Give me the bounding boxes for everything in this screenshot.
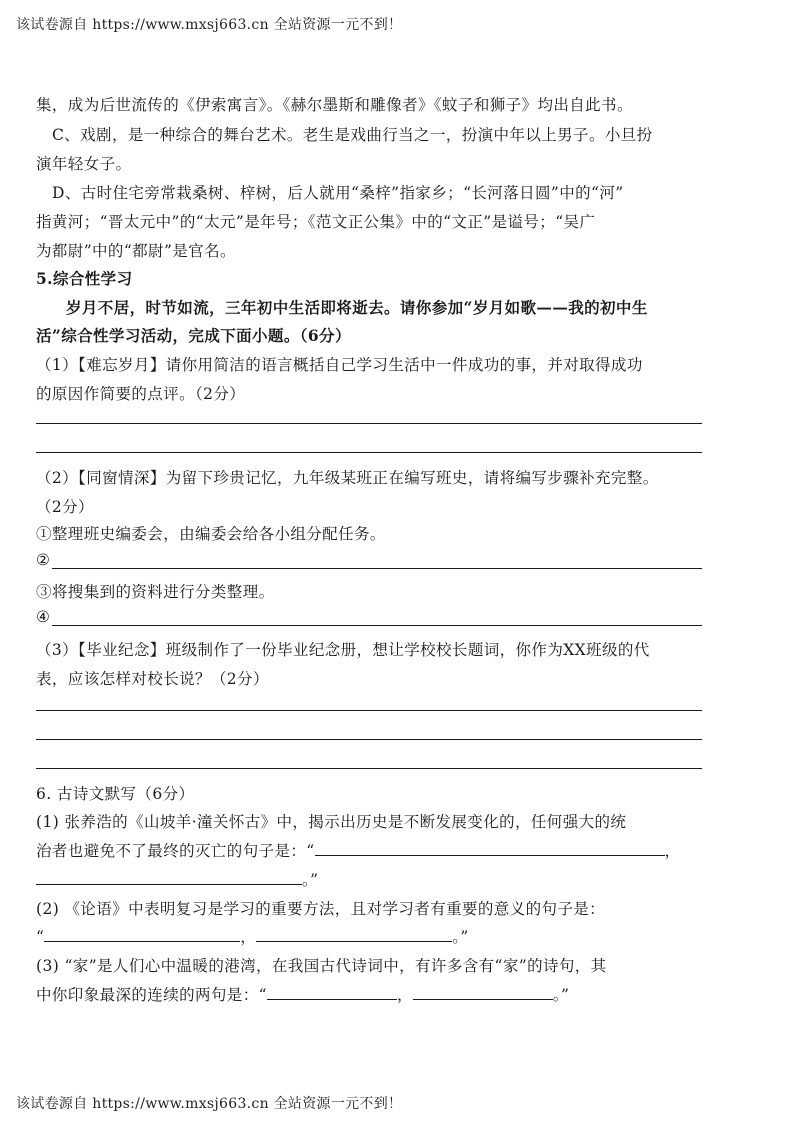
q5-step-4-number: ④: [36, 608, 51, 626]
q6-sub3-prefix: 中你印象最深的连续的两句是：“: [36, 986, 267, 1004]
q5-step-1: ①整理班史编委会，由编委会给各小组分配任务。: [36, 525, 386, 543]
q5-intro-line-2: 活”综合性学习活动，完成下面小题。（6分）: [36, 326, 351, 345]
q5-step-2-number: ②: [36, 551, 51, 569]
blank-q6-sub3-b[interactable]: [413, 985, 553, 1000]
q5-step-3: ③将搜集到的资料进行分类整理。: [36, 583, 275, 601]
q6-sub1-end: 。”: [302, 871, 319, 889]
q6-sub1-line-2: [36, 839, 681, 861]
q5-sub3-line-2: 表，应该怎样对校长说？（2分）: [36, 670, 269, 688]
q6-sub3-line-1: (3) “家”是人们心中温暖的港湾，在我国古代诗词中，有许多含有“家”的诗句，其: [36, 957, 607, 975]
q4-option-d-line-1: D、古时住宅旁常栽桑树、梓树，后人就用“桑梓”指家乡；“长河落日圆”中的“河”: [52, 184, 624, 202]
q6-title: 6. 古诗文默写（6分）: [36, 785, 195, 803]
q6-sub1-line-1: (1) 张养浩的《山坡羊·潼关怀古》中，揭示出历史是不断发展变化的，任何强大的统: [36, 813, 627, 831]
q6-sub2-end: 。”: [452, 928, 469, 946]
blank-q6-sub2-b[interactable]: [256, 927, 452, 942]
q5-sub3-line-1: （3）【毕业纪念】班级制作了一份毕业纪念册，想让学校校长题词，你作为XX班级的代: [36, 641, 650, 659]
q4-line-1: 集，成为后世流传的《伊索寓言》。《赫尔墨斯和雕像者》《蚊子和狮子》均出自此书。: [36, 96, 633, 114]
q6-sub3-comma: ，: [396, 986, 413, 1004]
answer-line-sub1-a[interactable]: [36, 423, 702, 424]
q6-sub3-end: 。”: [552, 986, 570, 1004]
q6-sub1-prefix: 治者也避免不了最终的灭亡的句子是：“: [36, 842, 315, 860]
q6-sub2-comma: ，: [240, 928, 257, 946]
q5-sub1-line-2: 的原因作简要的点评。（2分）: [36, 385, 246, 403]
q5-intro-line-1: 岁月不居，时节如流，三年初中生活即将逝去。请你参加“岁月如歌——我的初中生: [66, 298, 648, 317]
q5-sub1-line-1: （1）【难忘岁月】请你用简洁的语言概括自己学习生活中一件成功的事，并对取得成功: [36, 356, 643, 374]
answer-line-sub1-b[interactable]: [36, 452, 702, 453]
q4-option-d-line-2: 指黄河；“晋太元中”的“太元”是年号；《范文正公集》中的“文正”是谥号；“吴广: [36, 213, 596, 231]
q6-sub2-line-2: [36, 925, 469, 947]
q4-option-c-line-1: C、戏剧，是一种综合的舞台艺术。老生是戏曲行当之一，扮演中年以上男子。小旦扮: [52, 126, 653, 144]
q6-sub1-comma: ，: [664, 842, 681, 860]
page-header-source: 该试卷源自 https://www.mxsj663.cn 全站资源一元不到！: [16, 17, 403, 33]
q5-sub2-line-1: （2）【同窗情深】为留下珍贵记忆，九年级某班正在编写班史，请将编写步骤补充完整。: [36, 469, 659, 487]
blank-q6-sub1-b[interactable]: [36, 870, 302, 885]
blank-q6-sub2-a[interactable]: [44, 927, 240, 942]
blank-q6-sub1-a[interactable]: [315, 841, 665, 856]
answer-line-step-4[interactable]: [52, 625, 702, 626]
q4-option-c-line-2: 演年轻女子。: [36, 155, 132, 173]
answer-line-sub3-b[interactable]: [36, 739, 702, 740]
answer-line-sub3-a[interactable]: [36, 710, 702, 711]
answer-line-step-2[interactable]: [52, 568, 702, 569]
answer-line-sub3-c[interactable]: [36, 768, 702, 769]
page-footer-source: 该试卷源自 https://www.mxsj663.cn 全站资源一元不到！: [16, 1096, 403, 1112]
q6-sub1-line-3: [36, 868, 318, 890]
q6-sub3-line-2: [36, 983, 569, 1005]
q5-title: 5.综合性学习: [36, 269, 133, 288]
q6-sub2-line-1: (2) 《论语》中表明复习是学习的重要方法，且对学习者有重要的意义的句子是：: [36, 900, 606, 918]
q6-sub2-open-quote: “: [36, 928, 45, 946]
q5-sub2-line-2: （2分）: [36, 498, 94, 516]
blank-q6-sub3-a[interactable]: [267, 985, 397, 1000]
q4-option-d-line-3: 为都尉”中的“都尉”是官名。: [36, 242, 236, 260]
